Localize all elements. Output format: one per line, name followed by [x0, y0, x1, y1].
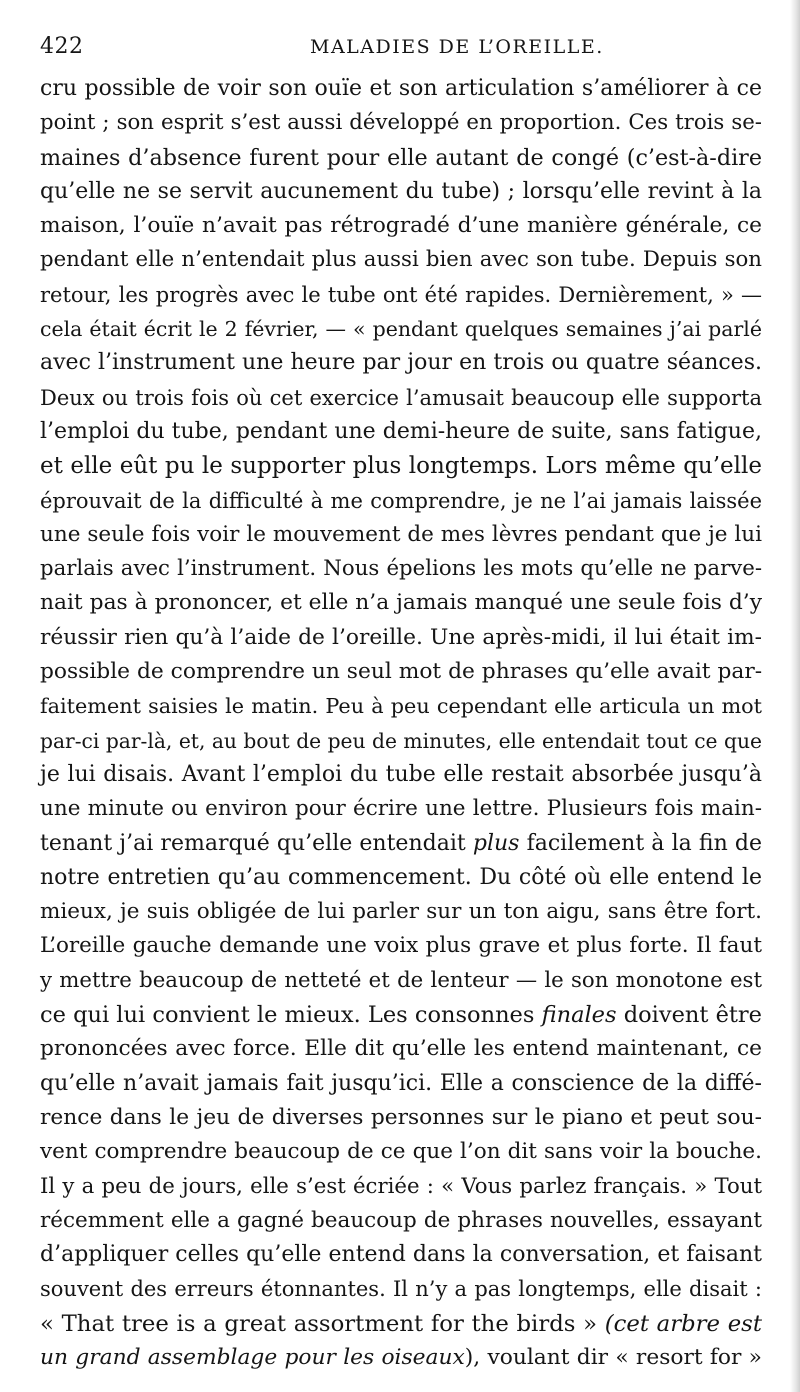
italic-emphasis: plus [472, 830, 520, 856]
text-line: faitement saisies le matin. Peu à peu cependant elle articula un mot [40, 694, 762, 719]
text-line: une minute ou environ pour écrire une lettre. Plusieurs fois main- [40, 796, 762, 822]
text-line: je lui disais. Avant l’emploi du tube elle restait absorbée jusqu’à [40, 761, 762, 787]
text-line: une seule fois voir le mouvement de mes lèvres pendant que je lui [40, 521, 762, 547]
text-line: l’emploi du tube, pendant une demi-heure de suite, sans fatigue, [40, 418, 762, 444]
text-line: récemment elle a gagné beaucoup de phrases nouvelles, essayant [40, 1207, 762, 1233]
running-header [40, 34, 768, 64]
text-line: cela était écrit le 2 février, — « pendant quelques semaines j’ai parlé [40, 317, 762, 342]
line-segment: doivent être [616, 1002, 762, 1029]
text-line-with-italic [40, 827, 762, 861]
line-segment: tenant j’ai remarqué qu’elle entendait [40, 830, 473, 856]
line-segment: « That tree is a great assortment for the birds » [40, 1310, 605, 1337]
text-line: vent comprendre beaucoup de ce que l’on dit sans voir la bouche. [40, 1139, 762, 1165]
text-line: cru possible de voir son ouïe et son articulation s’améliorer à ce [40, 76, 762, 101]
text-line: avec l’instrument une heure par jour en trois ou quatre séances. [40, 350, 762, 376]
text-line: rence dans le jeu de diverses personnes sur le piano et peut sou- [40, 1104, 762, 1130]
italic-emphasis: un grand assemblage pour les oiseaux [40, 1344, 465, 1370]
text-line: maines d’absence furent pour elle autant de congé (c’est-à-dire [40, 144, 762, 171]
text-line: retour, les progrès avec le tube ont été rapides. Dernièrement, » — [40, 282, 762, 307]
italic-emphasis: finales [541, 1002, 617, 1029]
body-text [40, 72, 762, 1375]
text-line: possible de comprendre un seul mot de phrases qu’elle avait par- [40, 659, 763, 685]
line-segment: facilement à la fin de [519, 830, 762, 856]
text-line: notre entretien qu’au commencement. Du côté où elle entend le [40, 864, 762, 890]
text-line: d’appliquer celles qu’elle entend dans la conversation, et faisant [40, 1242, 762, 1268]
text-line: maison, l’ouïe n’avait pas rétrogradé d’une manière générale, ce [40, 213, 762, 239]
line-segment: ce qui lui convient le mieux. Les consonnes [40, 1002, 542, 1029]
text-line: nait pas à prononcer, et elle n’a jamais manqué une seule fois d’y [40, 590, 762, 616]
text-line: point ; son esprit s’est aussi développé en proportion. Ces trois se- [40, 110, 762, 136]
text-line: pendant elle n’entendait plus aussi bien avec son tube. Depuis son [40, 247, 762, 273]
text-line: mieux, je suis obligée de lui parler sur un ton aigu, sans être fort. [40, 899, 762, 925]
text-line: parlais avec l’instrument. Nous épelions les mots qu’elle ne parve- [40, 556, 762, 582]
text-line: qu’elle ne se servit aucunement du tube) ; lorsqu’elle revint à la [40, 178, 762, 204]
text-line: Deux ou trois fois où cet exercice l’amusait beaucoup elle supporta [40, 385, 762, 410]
text-line: par-ci par-là, et, au bout de peu de minutes, elle entendait tout ce que [40, 728, 762, 753]
text-line: L’oreille gauche demande une voix plus grave et plus forte. Il faut [40, 933, 762, 959]
text-line: et elle eût pu le supporter plus longtemps. Lors même qu’elle [40, 453, 762, 480]
text-line-with-italic [40, 998, 762, 1032]
page-number: 422 [40, 34, 84, 59]
text-line: qu’elle n’avait jamais fait jusqu’ici. Elle a conscience de la diffé- [40, 1070, 762, 1096]
page-edge-shadow [790, 0, 800, 1392]
italic-emphasis: (cet arbre est [604, 1310, 762, 1337]
text-line: y mettre beaucoup de netteté et de lenteur — le son monotone est [40, 967, 762, 993]
text-line: réussir rien qu’à l’aide de l’oreille. Une après-midi, il lui était im- [40, 624, 762, 650]
text-line: Il y a peu de jours, elle s’est écriée : « Vous parlez français. » Tout [40, 1173, 762, 1199]
text-line: éprouvait de la difficulté à me comprendre, je ne l’ai jamais laissée [40, 488, 762, 513]
text-line: souvent des erreurs étonnantes. Il n’y a pas longtemps, elle disait : [40, 1277, 762, 1302]
text-line-with-italic [40, 1341, 762, 1375]
running-title: MALADIES DE L’OREILLE. [310, 36, 604, 58]
line-segment: ), voulant dir « resort for » [464, 1344, 762, 1370]
text-line-with-italic [40, 1307, 762, 1341]
text-line: prononcées avec force. Elle dit qu’elle les entend maintenant, ce [40, 1036, 762, 1062]
